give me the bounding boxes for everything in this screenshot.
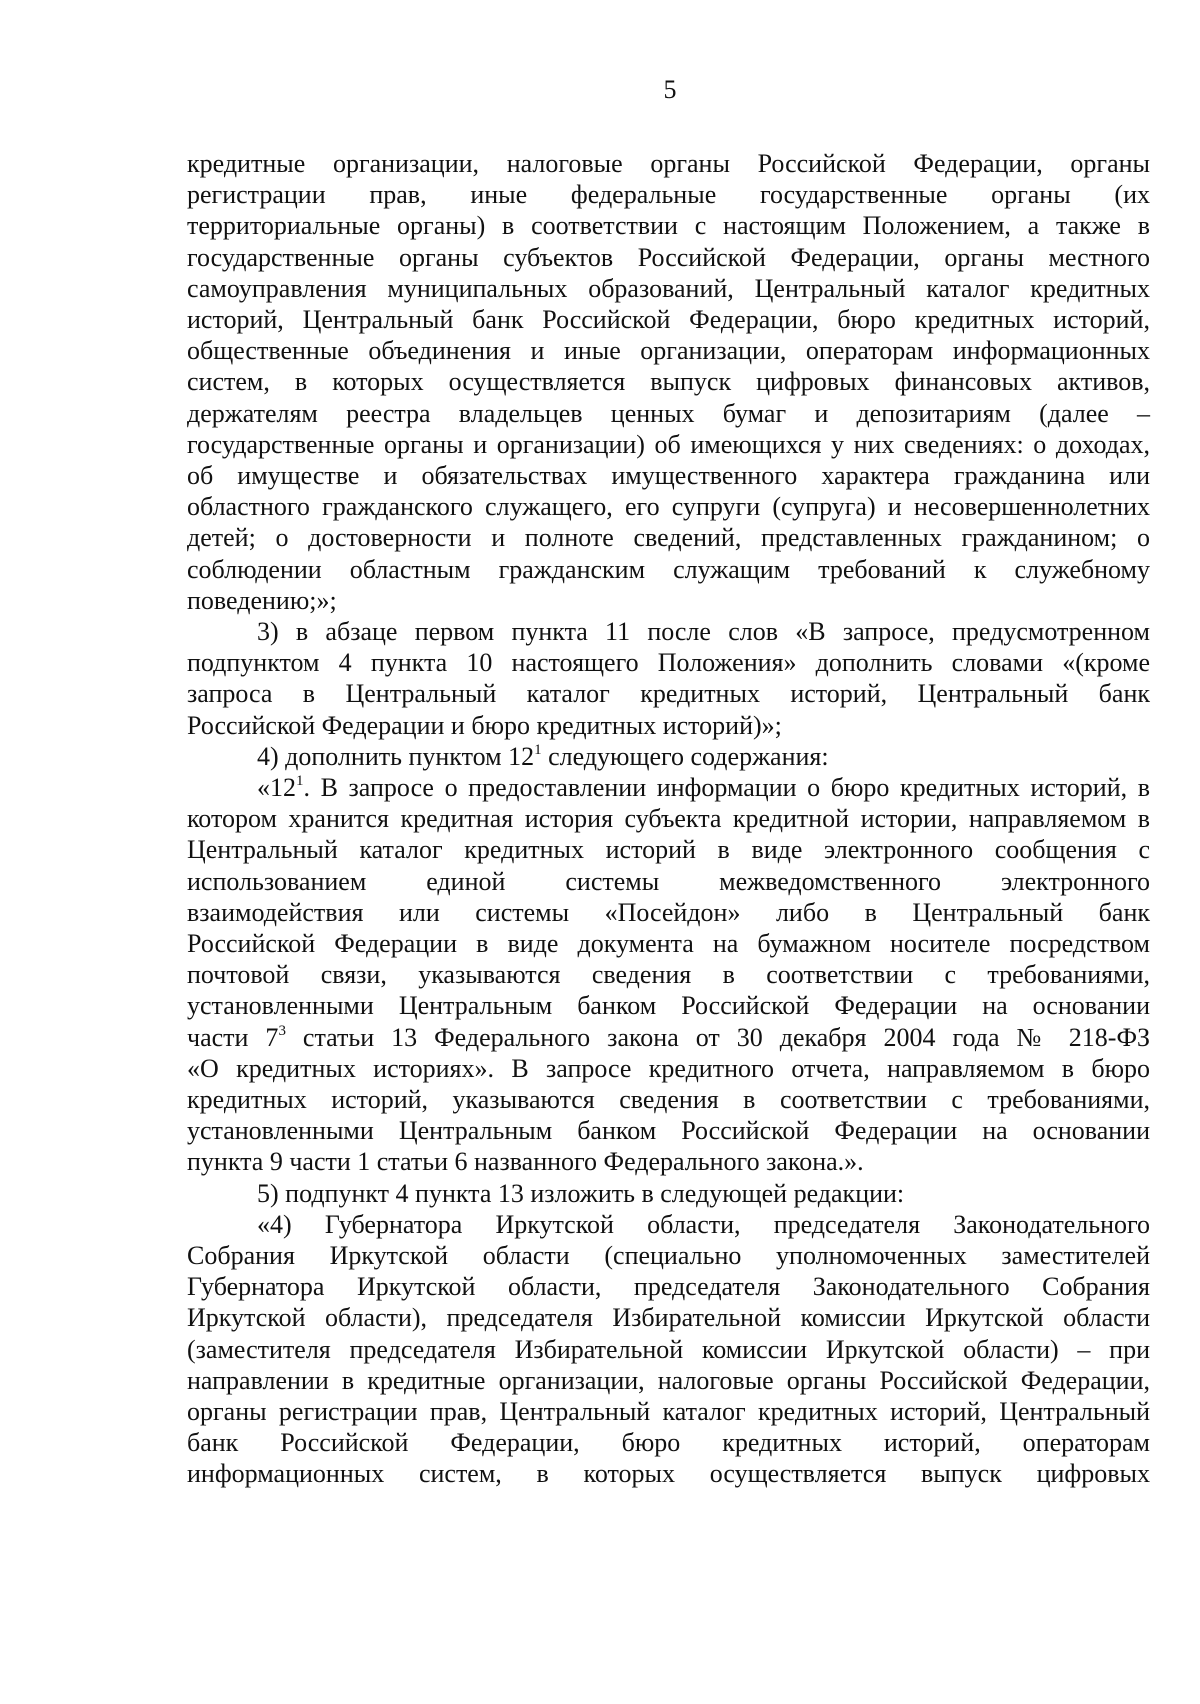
line-text: котором хранится кредитная история субъекта кредитной истории, направляемом в (187, 804, 1150, 833)
text-line (257, 772, 1150, 804)
line-text: держателям реестра владельцев ценных бумаг и депозитариям (далее – (187, 399, 1150, 428)
line-text: поведению;»; (187, 586, 337, 615)
text-line (187, 1053, 1150, 1085)
text-line (187, 866, 1150, 898)
text-line (187, 1458, 1150, 1490)
text-line (187, 273, 1150, 305)
superscript: 1 (296, 773, 304, 789)
text-line (187, 1240, 1150, 1272)
superscript: 1 (534, 742, 542, 758)
text-line (187, 179, 1150, 211)
text-line (187, 366, 1150, 398)
page-number: 5 (663, 75, 677, 104)
text-line (257, 741, 1150, 773)
line-text: кредитных историй, указываются сведения в соответствии с требованиями, (187, 1085, 1150, 1114)
text-line (187, 1334, 1150, 1366)
line-text: государственные органы субъектов Российской Федерации, органы местного (187, 243, 1150, 272)
line-text: банк Российской Федерации, бюро кредитных историй, операторам (187, 1428, 1150, 1457)
text-line (187, 585, 1150, 617)
text-line (187, 1146, 1150, 1178)
line-text: пункта 9 части 1 статьи 6 названного Федерального закона.». (187, 1147, 864, 1176)
text-line (187, 210, 1150, 242)
text-line (187, 647, 1150, 679)
text-line (187, 1302, 1150, 1334)
line-text: «4) Губернатора Иркутской области, председателя Законодательного (257, 1210, 1150, 1239)
text-line (187, 460, 1150, 492)
line-text: Губернатора Иркутской области, председателя Законодательного Собрания (187, 1272, 1150, 1301)
text-line (187, 1365, 1150, 1397)
line-text: органы регистрации прав, Центральный каталог кредитных историй, Центральный (187, 1397, 1150, 1426)
text-line (257, 1209, 1150, 1241)
line-text-continued: . В запросе о предоставлении информации о бюро кредитных историй, в (303, 773, 1150, 802)
line-text: государственные органы и организации) об имеющихся у них сведениях: о доходах, (187, 430, 1150, 459)
line-text-continued: статьи 13 Федерального закона от 30 декабря 2004 года № 218-ФЗ (285, 1023, 1151, 1052)
line-text: взаимодействия или системы «Посейдон» либо в Центральный банк (187, 898, 1150, 927)
text-line (187, 834, 1150, 866)
line-text: направлении в кредитные организации, налоговые органы Российской Федерации, (187, 1366, 1150, 1395)
line-text: самоуправления муниципальных образований, Центральный каталог кредитных (187, 274, 1150, 303)
line-text: информационных систем, в которых осуществляется выпуск цифровых (187, 1459, 1150, 1488)
line-text: общественные объединения и иные организации, операторам информационных (187, 336, 1150, 365)
line-text: областного гражданского служащего, его супруги (супруга) и несовершеннолетних (187, 492, 1150, 521)
text-line (187, 1396, 1150, 1428)
text-line (187, 1115, 1150, 1147)
line-text-continued: следующего содержания: (541, 742, 829, 771)
text-line (187, 429, 1150, 461)
text-line (187, 554, 1150, 586)
text-line (257, 1178, 1150, 1210)
text-line (187, 1022, 1150, 1054)
text-line (187, 304, 1150, 336)
text-line (187, 1084, 1150, 1116)
line-text: 5) подпункт 4 пункта 13 изложить в следующей редакции: (257, 1179, 905, 1208)
line-text: установленными Центральным банком Российской Федерации на основании (187, 991, 1150, 1020)
text-line (187, 803, 1150, 835)
line-text: установленными Центральным банком Российской Федерации на основании (187, 1116, 1150, 1145)
line-text: (заместителя председателя Избирательной комиссии Иркутской области) – при (187, 1335, 1150, 1364)
line-text: территориальные органы) в соответствии с настоящим Положением, а также в (187, 211, 1150, 240)
text-line (187, 990, 1150, 1022)
line-text: систем, в которых осуществляется выпуск цифровых финансовых активов, (187, 367, 1150, 396)
line-text: «О кредитных историях». В запросе кредитного отчета, направляемом в бюро (187, 1054, 1150, 1083)
text-line (187, 678, 1150, 710)
text-line (187, 897, 1150, 929)
line-text: историй, Центральный банк Российской Федерации, бюро кредитных историй, (187, 305, 1150, 334)
line-text: части 7 (187, 1023, 279, 1052)
superscript: 3 (278, 1023, 286, 1039)
line-text: запроса в Центральный каталог кредитных историй, Центральный банк (187, 679, 1150, 708)
line-text: Российской Федерации и бюро кредитных историй)»; (187, 711, 782, 740)
line-text: подпунктом 4 пункта 10 настоящего Положения» дополнить словами «(кроме (187, 648, 1150, 677)
text-line (187, 959, 1150, 991)
line-text: об имуществе и обязательствах имущественного характера гражданина или (187, 461, 1150, 490)
line-text: Российской Федерации в виде документа на бумажном носителе посредством (187, 929, 1150, 958)
text-line (187, 398, 1150, 430)
line-text: Иркутской области), председателя Избирательной комиссии Иркутской области (187, 1303, 1150, 1332)
line-text: Центральный каталог кредитных историй в виде электронного сообщения с (187, 835, 1150, 864)
line-text: соблюдении областным гражданским служащим требований к служебному (187, 555, 1150, 584)
line-text: Собрания Иркутской области (специально уполномоченных заместителей (187, 1241, 1150, 1270)
text-line (187, 1427, 1150, 1459)
line-text: регистрации прав, иные федеральные государственные органы (их (187, 180, 1150, 209)
text-line (257, 616, 1150, 648)
text-line (187, 335, 1150, 367)
line-text: кредитные организации, налоговые органы Российской Федерации, органы (187, 149, 1150, 178)
text-line (187, 491, 1150, 523)
text-line (187, 1271, 1150, 1303)
line-text: 4) дополнить пунктом 12 (257, 742, 535, 771)
line-text: детей; о достоверности и полноте сведений, представленных гражданином; о (187, 523, 1150, 552)
text-line (187, 148, 1150, 180)
line-text: «12 (257, 773, 296, 802)
text-line (187, 242, 1150, 274)
line-text: использованием единой системы межведомственного электронного (187, 867, 1150, 896)
text-line (187, 710, 1150, 742)
line-text: 3) в абзаце первом пункта 11 после слов «В запросе, предусмотренном (257, 617, 1150, 646)
text-line (187, 928, 1150, 960)
line-text: почтовой связи, указываются сведения в соответствии с требованиями, (187, 960, 1150, 989)
text-line (187, 522, 1150, 554)
